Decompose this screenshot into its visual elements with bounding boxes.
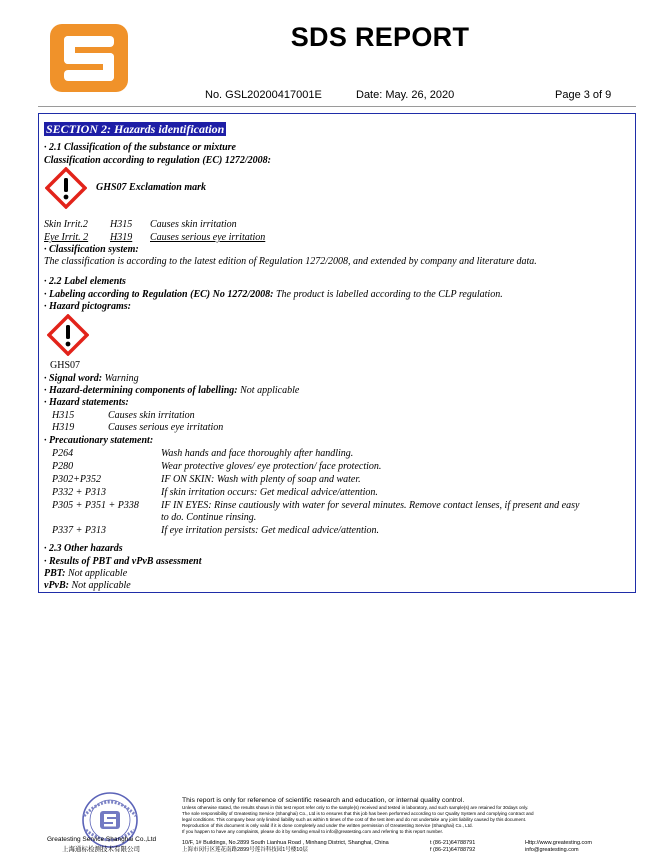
class-code: Eye Irrit. 2 [44,232,89,243]
hazard-statement-code: H319 [52,422,75,433]
footer-address-en: 10/F, 1# Buildings, No.2899 South Lianhua Road , Minhang District, Shanghai, China [182,840,389,846]
precaution-code: P302+P352 [52,474,101,485]
labeling-text: The product is labelled according to the CLP regulation. [273,289,503,300]
classification-system-label: · Classification system: [44,244,139,255]
class-code: Skin Irrit.2 [44,219,88,230]
ghs07-label: GHS07 Exclamation mark [96,182,207,193]
footer-address-cn: 上海市闵行区莲花南路2899号莲谷科技园1号楼10层 [182,847,308,853]
footer-line: The sole responsibility of Greatesting Service (Shanghai) Co., Ltd is to ensures that this job has been performed according to our Quality System and complying contract and [182,811,534,816]
vpvb-line [44,580,131,592]
company-logo [50,24,128,92]
labeling-label: · Labeling according to Regulation (EC) No 1272/2008: [44,289,274,300]
s21-heading: · 2.1 Classification of the substance or mixture [44,142,236,153]
pbt-value: Not applicable [65,568,128,579]
ghs07-exclamation-icon [47,314,89,356]
pbt-line [44,568,127,580]
precaution-code: P264 [52,448,74,459]
precaution-text: If eye irritation persists: Get medical advice/attention. [161,525,380,536]
precaution-text: IF ON SKIN: Wash with plenty of soap and water. [161,474,361,485]
footer-fax: f (86-21)64788792 [430,847,476,853]
class-text: Causes serious eye irritation [150,232,266,243]
precaution-text: Wear protective gloves/ eye protection/ face protection. [161,461,382,472]
class-h-code: H319 [110,232,133,243]
pbt-heading: · Results of PBT and vPvB assessment [44,556,202,567]
precaution-text: Wash hands and face thoroughly after handling. [161,448,354,459]
precautionary-label: · Precautionary statement: [44,435,154,446]
footer-disclaimer [182,797,622,835]
s23-heading: · 2.3 Other hazards [44,543,123,554]
vpvb-label: vPvB: [44,580,69,591]
precaution-code: P280 [52,461,74,472]
company-name-cn: 上海通标检测技术有限公司 [62,846,140,853]
footer-tel: t (86-21)64788791 [430,840,476,846]
footer-email: info@greatesting.com [525,847,579,853]
precaution-text: IF IN EYES: Rinse cautiously with water for several minutes. Remove contact lenses, if present and easy [161,500,580,511]
precaution-text: If skin irritation occurs: Get medical advice/attention. [161,487,378,498]
components-line [44,385,299,397]
class-h-code: H315 [110,219,133,230]
footer-line: Reproduction of this document is only valid if it is done completely and under the written permission of Greatesting Service (Shanghai) Co., Ltd. [182,823,473,828]
hazard-statements-label: · Hazard statements: [44,397,129,408]
classification-system-text: The classification is according to the latest edition of Regulation 1272/2008, and extended by company and literature data. [44,256,537,267]
pbt-label: PBT: [44,568,66,579]
components-label: · Hazard-determining components of labelling: [44,385,238,396]
page-number: Page 3 of 9 [555,89,612,101]
company-name-en: Greatesting Service Shanghai Co.,Ltd [47,836,157,843]
signal-word-value: Warning [102,373,139,384]
report-date: Date: May. 26, 2020 [356,89,455,101]
s22-heading: · 2.2 Label elements [44,276,126,287]
precaution-code: P305 + P351 + P338 [52,500,139,511]
hazard-statement-code: H315 [52,410,75,421]
footer-line: This report is only for reference of scientific research and education, or internal quality control. [182,797,465,804]
labeling-line [44,289,503,301]
signal-word-line [44,373,139,385]
vpvb-value: Not applicable [69,580,131,591]
report-number: No. GSL20200417001E [205,89,322,101]
ghs07-caption: GHS07 [50,360,81,371]
footer-line: If you happen to have any complaints, please do it by sending email to info@greatesting.com and referring to this report number. [182,829,444,834]
s21-regulation: Classification according to regulation (EC) 1272/2008: [44,155,271,166]
hazard-statement-text: Causes serious eye irritation [108,422,224,433]
signal-word-label: · Signal word: [44,373,103,384]
report-title: SDS REPORT [290,22,470,52]
precaution-code: P337 + P313 [52,525,106,536]
section-title: SECTION 2: Hazards identification [46,122,225,136]
footer-line: Unless otherwise stated, the results shown in this test report refer only to the sample(s) received and tested in laboratory, and such sample(s) are retained for 30days only. [182,805,529,810]
components-value: Not applicable [237,385,300,396]
footer-line: legal conditions. This company bear only limited liability such as within 5 times of the cost of the test item and do not undertake any joint liability caused by this document. [182,817,527,822]
pictograms-label: · Hazard pictograms: [44,301,131,312]
header-divider [38,106,636,107]
footer-website: Http://www.greatesting.com [525,840,592,846]
precaution-text-cont: to do. Continue rinsing. [161,512,257,523]
hazard-statement-text: Causes skin irritation [108,410,195,421]
class-text: Causes skin irritation [150,219,237,230]
ghs07-exclamation-icon [45,167,87,209]
precaution-code: P332 + P313 [52,487,106,498]
